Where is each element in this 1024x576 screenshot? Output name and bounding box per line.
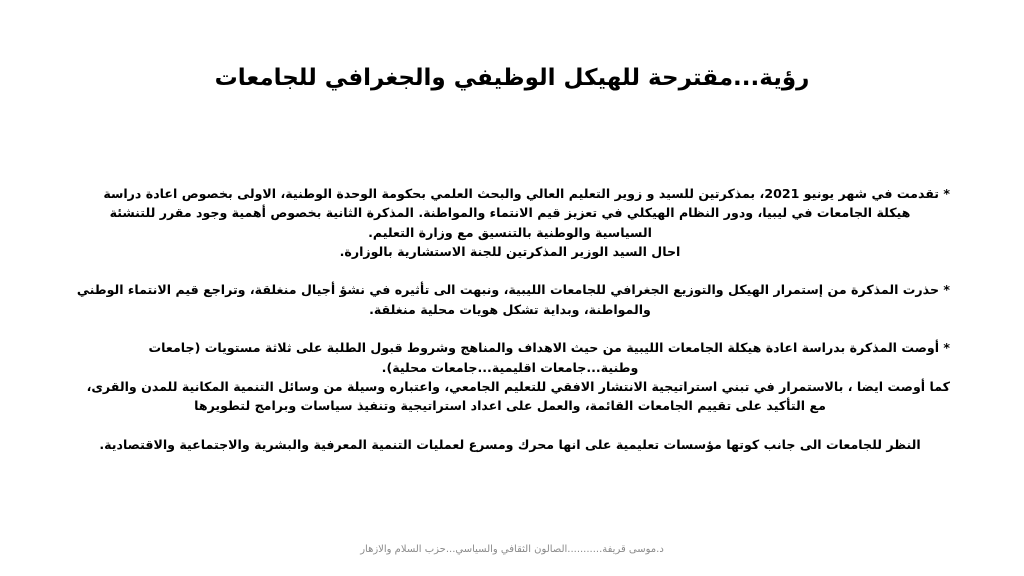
- paragraph-warning: [70, 280, 950, 319]
- body-line: * أوصت المذكرة بدراسة اعادة هيكلة الجامعات الليبية من حيث الاهداف والمناهج وشروط قبول الطلبة على ثلاثة مستويات (جامعات: [148, 340, 950, 356]
- slide-footer: د.موسى قريفة...........الصالون الثقافي والسياسي...حزب السلام والازهار: [360, 544, 664, 555]
- body-line: هيكلة الجامعات في ليبيا، ودور النظام الهيكلي في تعزيز قيم الانتماء والمواطنة. المذكرة الثانية بخصوص أهمية وجود مقرر للتنشئة: [109, 205, 911, 221]
- body-line: كما أوصت ايضا ، بالاستمرار في تبني استراتيجية الانتشار الافقي للتعليم الجامعي، واعتباره وسيلة من وسائل التنمية المكانية للمدن والقرى،: [86, 378, 950, 394]
- body-line: احال السيد الوزير المذكرتين للجنة الاستشارية بالوزارة.: [339, 243, 681, 259]
- body-line: مع التأكيد على تقييم الجامعات القائمة، والعمل على اعداد استراتيجية وتنفيذ سياسات وبرامج لتطويرها: [194, 398, 826, 414]
- body-line: النظر للجامعات الى جانب كوتها مؤسسات تعليمية على انها محرك ومسرع لعمليات التنمية المعرفية والبشرية والاجتماعية والاقتصادية.: [99, 436, 921, 452]
- paragraph-memos: [70, 184, 950, 261]
- body-line: والمواطنة، وبداية تشكل هويات محلية منغلقة.: [369, 301, 651, 317]
- body-line: * حذرت المذكرة من إستمرار الهيكل والتوزيع الجغرافي للجامعات الليبية، ونبهت الى تأثيره في نشؤ أجيال منغلقة، وتراجع قيم الانتماء الوطني: [76, 282, 950, 298]
- paragraph-spacer: [70, 416, 950, 435]
- paragraph-spacer: [70, 261, 950, 280]
- paragraph-recommendations: [70, 338, 950, 415]
- body-line: * تقدمت في شهر يونيو 2021، بمذكرتين للسيد و زوير التعليم العالي والبحث العلمي بحكومة الوحدة الوطنية، الاولى بخصوص اعادة دراسة: [103, 186, 950, 201]
- slide-body: [70, 184, 950, 454]
- slide-title: رؤية...مقترحة للهيكل الوظيفي والجغرافي للجامعات: [214, 65, 810, 91]
- body-line: وطنية...جامعات اقليمية...جامعات محلية).: [381, 359, 639, 375]
- paragraph-spacer: [70, 319, 950, 338]
- body-line: السياسية والوطنية بالتنسيق مع وزارة التعليم.: [368, 224, 652, 240]
- paragraph-conclusion: [70, 435, 950, 454]
